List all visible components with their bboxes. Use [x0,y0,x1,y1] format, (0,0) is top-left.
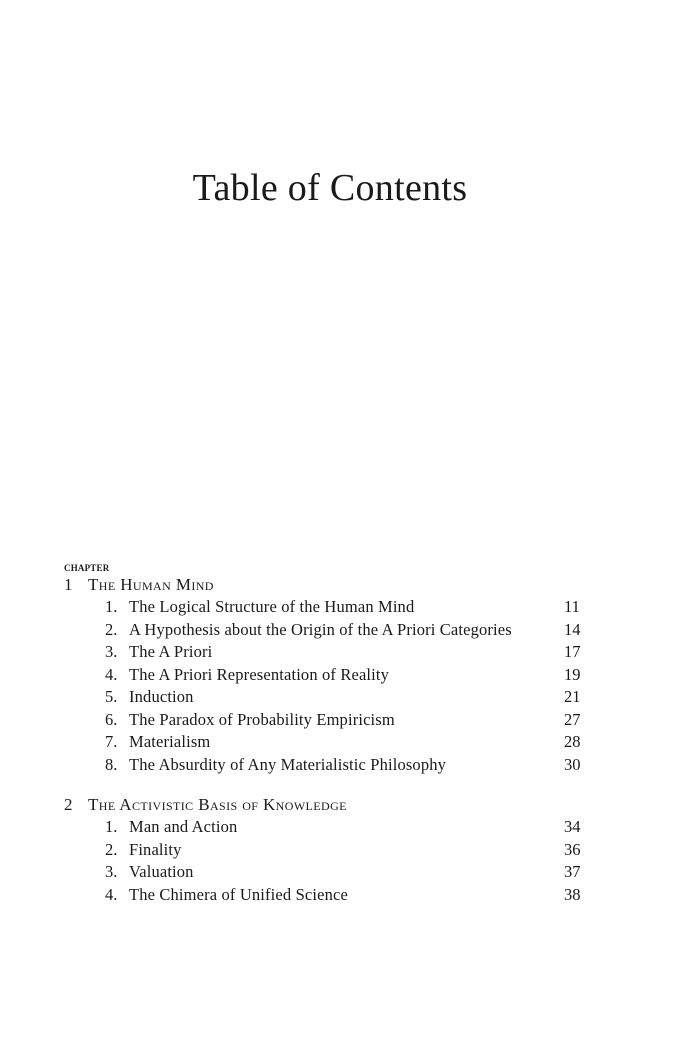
page-number: 36 [564,839,581,859]
section-title: Finality [129,839,182,859]
section-title: The Absurdity of Any Materialistic Philosophy [129,754,447,774]
chapter-2 [64,794,604,906]
page-number: 38 [564,884,581,904]
page-number: 28 [564,732,581,751]
table-of-contents [64,562,604,906]
section-title: Induction [129,687,194,706]
section-number: 2. [105,619,118,639]
toc-entry[interactable] [64,686,604,709]
section-number: 6. [105,709,118,729]
toc-entry[interactable] [64,664,604,687]
page-number: 21 [564,687,581,706]
page-number: 30 [564,754,581,774]
chapter-title: The Activistic Basis of Knowledge [88,795,347,814]
toc-entry[interactable] [64,861,604,884]
section-number: 2. [105,839,118,859]
section-number: 3. [105,862,118,881]
section-title: The A Priori Representation of Reality [129,664,390,684]
chapter-heading[interactable] [64,794,604,816]
section-title: The A Priori [129,642,213,661]
page-number: 37 [564,862,581,881]
section-number: 7. [105,732,118,751]
page-number: 14 [564,619,581,639]
section-number: 8. [105,754,118,774]
section-title: The Paradox of Probability Empiricism [129,709,395,729]
chapter-number: 1 [64,575,73,594]
page-number: 27 [564,709,581,729]
section-title: The Chimera of Unified Science [129,884,348,904]
page-number: 34 [564,817,581,836]
toc-entry[interactable] [64,709,604,732]
toc-entry[interactable] [64,816,604,839]
page-number: 17 [564,642,581,661]
page-title: Table of Contents [192,167,468,209]
toc-entry[interactable] [64,754,604,777]
chapter-1 [64,574,604,776]
toc-entry[interactable] [64,596,604,619]
section-title: Materialism [129,732,211,751]
chapter-caption: CHAPTER [64,563,110,573]
section-number: 4. [105,664,118,684]
section-number: 1. [105,597,118,616]
page-number: 19 [564,664,581,684]
section-title: Man and Action [129,817,238,836]
section-number: 4. [105,884,118,904]
toc-entry[interactable] [64,619,604,642]
toc-entry[interactable] [64,641,604,664]
toc-entry[interactable] [64,839,604,862]
toc-entry[interactable] [64,731,604,754]
section-number: 1. [105,817,118,836]
chapter-heading[interactable] [64,574,604,596]
toc-entry[interactable] [64,884,604,907]
chapter-number: 2 [64,795,73,814]
section-title: A Hypothesis about the Origin of the A Priori Categories [129,619,512,639]
section-number: 5. [105,687,118,706]
section-title: Valuation [129,862,194,881]
section-number: 3. [105,642,118,661]
section-title: The Logical Structure of the Human Mind [129,597,415,616]
page-number: 11 [564,597,580,616]
chapter-title: The Human Mind [88,575,214,594]
